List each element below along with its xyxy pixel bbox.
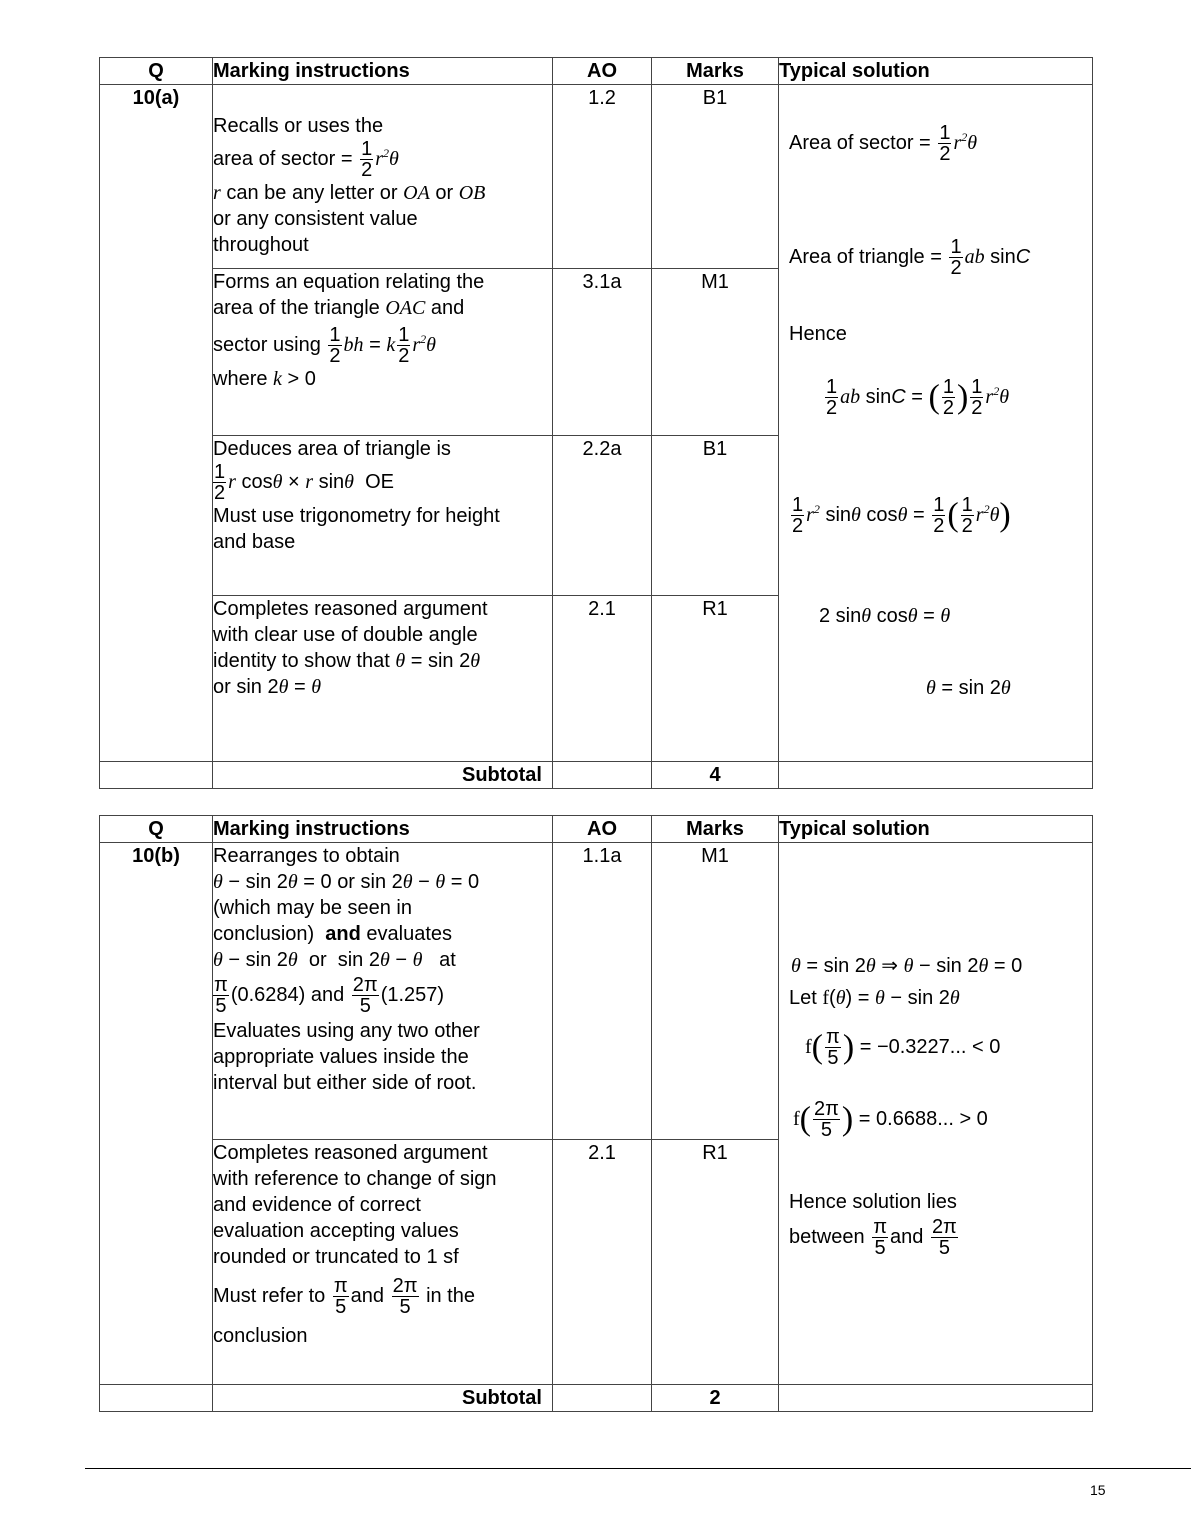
subtotal-value: 2 xyxy=(652,1385,779,1412)
header-marks: Marks xyxy=(652,816,779,843)
mark-value: M1 xyxy=(652,269,779,436)
mark-value: M1 xyxy=(652,843,779,1140)
header-row xyxy=(100,816,1093,843)
marking-instruction: Forms an equation relating the area of the triangle OAC and sector using $\frac{1}{2}$ bh = k $\frac{1}{2}$ $r^2\theta$ where k > 0 xyxy=(213,269,553,436)
mark-scheme-table-10b xyxy=(99,815,1093,1412)
ao-value: 1.2 xyxy=(553,85,652,269)
question-number: 10(a) xyxy=(100,85,213,762)
header-typical-solution: Typical solution xyxy=(779,816,1093,843)
typical-solution-10a: Area of sector = $\frac{1}{2}$ $r^2\theta$ Area of triangle = $\frac{1}{2}$ ab sinC Hence $\frac{1}{2}$ ab sinC = ( $\frac{1}{2}$ ) $\frac{1}{2}$ $r^2\theta$ $\frac{1}{2}$ $r^2$ sinθ cosθ = $\frac{1}{2}$ ( $\frac{1}{2}$ $r^2\theta$) 2 sinθ cosθ = θ θ = sin 2θ xyxy=(779,85,1093,762)
table-row xyxy=(100,85,1093,269)
subtotal-row xyxy=(100,1385,1093,1412)
mark-value: B1 xyxy=(652,85,779,269)
header-marks: Marks xyxy=(652,58,779,85)
table-row xyxy=(100,843,1093,1140)
header-marking-instructions: Marking instructions xyxy=(213,58,553,85)
header-ao: AO xyxy=(553,58,652,85)
ao-value: 2.1 xyxy=(553,1139,652,1384)
subtotal-label: Subtotal xyxy=(213,762,553,789)
page-number: 15 xyxy=(1090,1482,1106,1498)
header-row xyxy=(100,58,1093,85)
question-number: 10(b) xyxy=(100,843,213,1385)
header-marking-instructions: Marking instructions xyxy=(213,816,553,843)
footer-divider xyxy=(85,1468,1191,1469)
marking-instruction: Completes reasoned argument with clear use of double angle identity to show that θ = sin 2θ or sin 2θ = θ xyxy=(213,596,553,762)
subtotal-label: Subtotal xyxy=(213,1385,553,1412)
mark-value: R1 xyxy=(652,1139,779,1384)
ao-value: 3.1a xyxy=(553,269,652,436)
header-q: Q xyxy=(100,58,213,85)
ao-value: 2.2a xyxy=(553,436,652,596)
mark-scheme-table-10a xyxy=(99,57,1093,789)
marking-instruction: Completes reasoned argument with reference to change of sign and evidence of correct evaluation accepting values rounded or truncated to 1 sf Must refer to $\frac{\pi}{5}$ and $\frac{2\pi}{5}$ in the conclusion xyxy=(213,1139,553,1384)
header-q: Q xyxy=(100,816,213,843)
marking-instruction: Deduces area of triangle is $\frac{1}{2}$ r cosθ × r sinθ OE Must use trigonometry for height and base xyxy=(213,436,553,596)
header-ao: AO xyxy=(553,816,652,843)
subtotal-value: 4 xyxy=(652,762,779,789)
marking-instruction: Recalls or uses the area of sector = $\frac{1}{2}$ $r^2\theta$ r can be any letter or OA or OB or any consistent value throughout xyxy=(213,85,553,269)
typical-solution-10b: θ = sin 2θ ⇒ θ − sin 2θ = 0 Let f(θ) = θ − sin 2θ f( $\frac{\pi}{5}$ ) = −0.3227... < 0 f( $\frac{2\pi}{5}$ ) = 0.6688... > 0 Hence solution lies between $\frac{\pi}{5}$ and $\frac{2\pi}{5}$ xyxy=(779,843,1093,1385)
subtotal-row xyxy=(100,762,1093,789)
fraction-formula: $\frac{1}{2}$ xyxy=(361,138,373,181)
mark-value: R1 xyxy=(652,596,779,762)
ao-value: 1.1a xyxy=(553,843,652,1140)
mark-value: B1 xyxy=(652,436,779,596)
ao-value: 2.1 xyxy=(553,596,652,762)
marking-instruction: Rearranges to obtain θ − sin 2θ = 0 or sin 2θ − θ = 0 (which may be seen in conclusion) and evaluates θ − sin 2θ or sin 2θ − θ at $\frac{\pi}{5}$ (0.6284) and $\frac{2\pi}{5}$ (1.257) Evaluates using any two other appropriate values inside the interval but either side of root. xyxy=(213,843,553,1140)
header-typical-solution: Typical solution xyxy=(779,58,1093,85)
